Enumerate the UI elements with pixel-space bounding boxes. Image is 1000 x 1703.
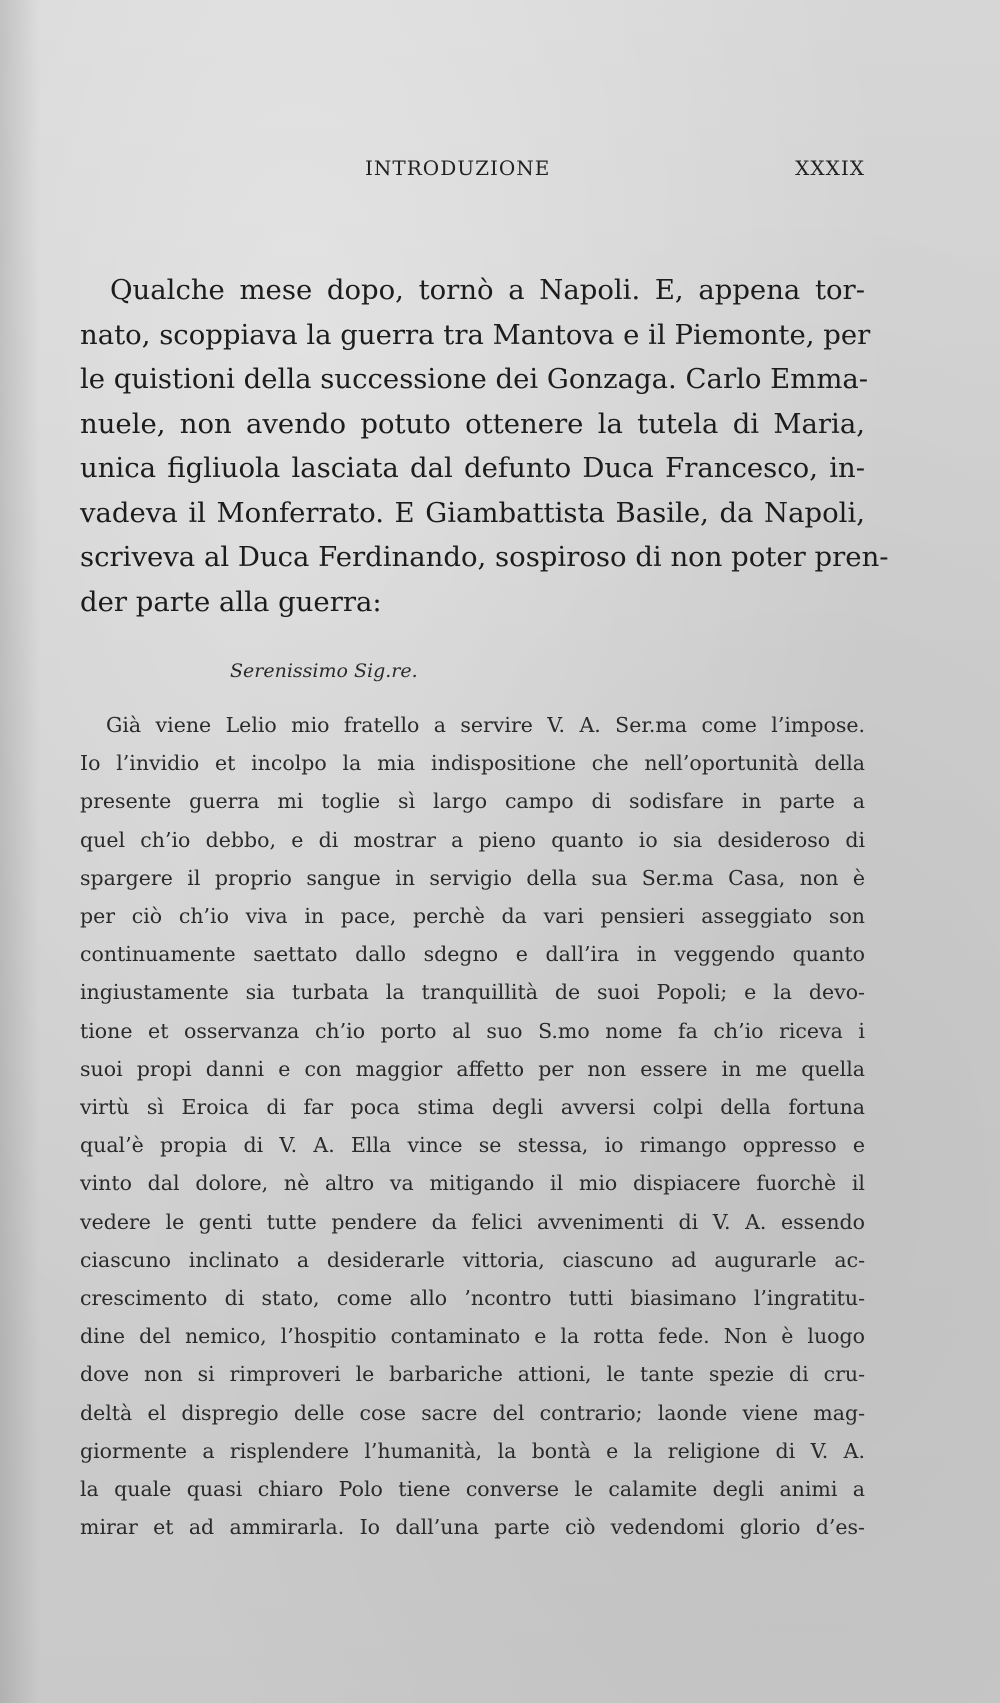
- letter-line: vinto dal dolore, nè altro va mitigando il mio dispiacere fuorchè il: [80, 1171, 865, 1196]
- letter-line: Io l’invidio et incolpo la mia indispositione che nell’oportunità della: [80, 751, 865, 776]
- intro-line: nato, scoppiava la guerra tra Mantova e il Piemonte, per: [80, 318, 871, 351]
- intro-line: vadeva il Monferrato. E Giambattista Basile, da Napoli,: [80, 496, 865, 529]
- letter-line: crescimento di stato, come allo ’ncontro tutti biasimano l’ingratitu-: [80, 1286, 865, 1311]
- intro-line: le quistioni della successione dei Gonzaga. Carlo Emma-: [80, 363, 869, 395]
- letter-line: tione et osservanza ch’io porto al suo S.mo nome fa ch’io riceva i: [80, 1018, 865, 1043]
- intro-paragraph: [80, 268, 889, 624]
- intro-line: nuele, non avendo potuto ottenere la tutela di Maria,: [80, 407, 865, 440]
- intro-line: der parte alla guerra:: [80, 585, 382, 618]
- letter-salutation: Serenissimo Sig.re.: [230, 660, 418, 682]
- page-number: XXXIX: [795, 156, 865, 180]
- intro-line: Qualche mese dopo, tornò a Napoli. E, appena tor-: [110, 274, 865, 306]
- letter-line: suoi propi danni e con maggior affetto per non essere in me quella: [80, 1056, 865, 1081]
- letter-line: deltà el dispregio delle cose sacre del contrario; laonde viene mag-: [80, 1400, 865, 1425]
- letter-body: [80, 706, 865, 1546]
- letter-line: Già viene Lelio mio fratello a servire V. A. Ser.ma come l’impose.: [106, 713, 865, 737]
- intro-line: scriveva al Duca Ferdinando, sospiroso di non poter pren-: [80, 541, 889, 573]
- letter-line: virtù sì Eroica di far poca stima degli avversi colpi della fortuna: [80, 1095, 865, 1120]
- running-title: INTRODUZIONE: [365, 156, 551, 180]
- letter-line: dine del nemico, l’hospitio contaminato e la rotta fede. Non è luogo: [80, 1324, 865, 1349]
- letter-line: ciascuno inclinato a desiderarle vittoria, ciascuno ad augurarle ac-: [80, 1247, 865, 1272]
- letter-line: giormente a risplendere l’humanità, la bontà e la religione di V. A.: [80, 1438, 865, 1463]
- letter-line: la quale quasi chiaro Polo tiene converse le calamite degli animi a: [80, 1477, 865, 1502]
- letter-line: dove non si rimproveri le barbariche attioni, le tante spezie di cru-: [80, 1362, 865, 1387]
- page-spine-shadow: [0, 0, 40, 1703]
- intro-line: unica figliuola lasciata dal defunto Duca Francesco, in-: [80, 452, 865, 484]
- letter-line: qual’è propia di V. A. Ella vince se stessa, io rimango oppresso e: [80, 1133, 865, 1158]
- letter-line: presente guerra mi toglie sì largo campo di sodisfare in parte a: [80, 789, 865, 814]
- page-header: [80, 156, 865, 186]
- letter-line: mirar et ad ammirarla. Io dall’una parte ciò vedendomi glorio d’es-: [80, 1515, 865, 1540]
- letter-line: vedere le genti tutte pendere da felici avvenimenti di V. A. essendo: [80, 1209, 865, 1234]
- letter-line: spargere il proprio sangue in servigio della sua Ser.ma Casa, non è: [80, 865, 865, 890]
- letter-line: per ciò ch’io viva in pace, perchè da vari pensieri asseggiato son: [80, 904, 865, 929]
- letter-line: continuamente saettato dallo sdegno e dall’ira in veggendo quanto: [80, 942, 865, 967]
- letter-line: ingiustamente sia turbata la tranquillità de suoi Popoli; e la devo-: [80, 980, 865, 1005]
- letter-line: quel ch’io debbo, e di mostrar a pieno quanto io sia desideroso di: [80, 827, 865, 852]
